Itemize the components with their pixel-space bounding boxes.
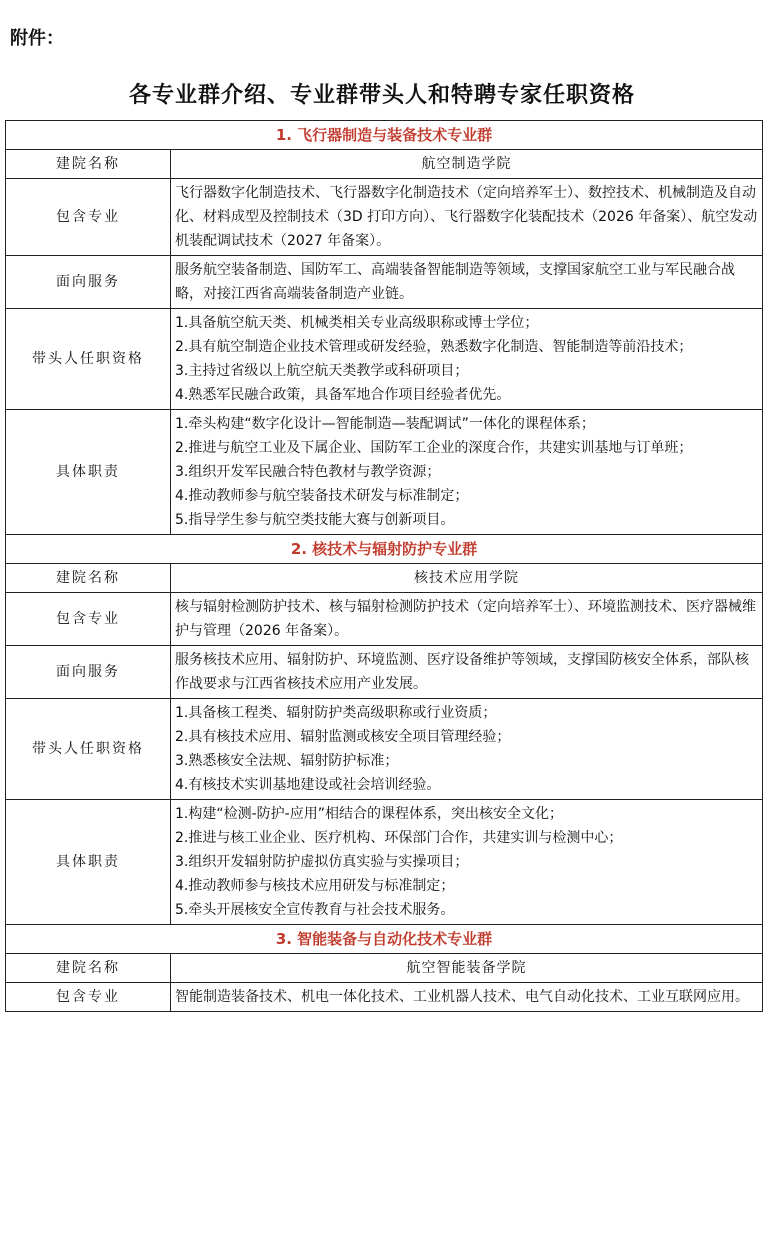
row-label: 面向服务 <box>6 646 171 699</box>
table-row <box>6 593 763 646</box>
list-item: 1.构建“检测-防护-应用”相结合的课程体系，突出核安全文化； <box>175 806 563 822</box>
majors-text: 智能制造装备技术、机电一体化技术、工业机器人技术、电气自动化技术、工业互联网应用。 <box>171 983 763 1012</box>
group-header-row <box>6 925 763 954</box>
list-item: 2.推进与航空工业及下属企业、国防军工企业的深度合作，共建实训基地与订单班； <box>175 440 693 456</box>
table-row <box>6 564 763 593</box>
list-item: 4.熟悉军民融合政策，具备军地合作项目经验者优先。 <box>175 387 511 403</box>
list-item: 5.指导学生参与航空类技能大赛与创新项目。 <box>175 512 455 528</box>
row-label: 具体职责 <box>6 410 171 535</box>
row-label: 建院名称 <box>6 564 171 593</box>
duty-list <box>171 410 763 535</box>
attachment-label: 附件： <box>10 28 64 49</box>
list-item: 1.具备核工程类、辐射防护类高级职称或行业资质； <box>175 705 497 721</box>
document-title: 各专业群介绍、专业群带头人和特聘专家任职资格 <box>128 83 635 108</box>
list-item: 3.熟悉核安全法规、辐射防护标准； <box>175 753 399 769</box>
row-label: 具体职责 <box>6 800 171 925</box>
table-row <box>6 954 763 983</box>
service-text: 服务航空装备制造、国防军工、高端装备智能制造等领域，支撑国家航空工业与军民融合战略，对接江西省高端装备制造产业链。 <box>171 256 763 309</box>
list-item: 4.有核技术实训基地建设或社会培训经验。 <box>175 777 441 793</box>
college-name: 核技术应用学院 <box>171 564 763 593</box>
table-row <box>6 179 763 256</box>
table-row <box>6 983 763 1012</box>
list-item: 3.组织开发军民融合特色教材与教学资源； <box>175 464 441 480</box>
table-row <box>6 256 763 309</box>
row-label: 面向服务 <box>6 256 171 309</box>
list-item: 1.牵头构建“数字化设计—智能制造—装配调试”一体化的课程体系； <box>175 416 595 432</box>
group-title: 3. 智能装备与自动化技术专业群 <box>6 925 763 954</box>
group-title: 2. 核技术与辐射防护专业群 <box>6 535 763 564</box>
row-label: 建院名称 <box>6 954 171 983</box>
list-item: 4.推动教师参与航空装备技术研发与标准制定； <box>175 488 469 504</box>
group-header-row <box>6 535 763 564</box>
row-label: 包含专业 <box>6 179 171 256</box>
group-title: 1. 飞行器制造与装备技术专业群 <box>6 121 763 150</box>
qualification-table <box>5 120 763 1012</box>
college-name: 航空智能装备学院 <box>171 954 763 983</box>
table-row <box>6 800 763 925</box>
row-label: 带头人任职资格 <box>6 699 171 800</box>
list-item: 1.具备航空航天类、机械类相关专业高级职称或博士学位； <box>175 315 539 331</box>
table-row <box>6 410 763 535</box>
list-item: 2.具有核技术应用、辐射监测或核安全项目管理经验； <box>175 729 511 745</box>
majors-text: 核与辐射检测防护技术、核与辐射检测防护技术（定向培养军士）、环境监测技术、医疗器械维护与管理（2026 年备案）。 <box>171 593 763 646</box>
qualification-list <box>171 309 763 410</box>
list-item: 4.推动教师参与核技术应用研发与标准制定； <box>175 878 455 894</box>
list-item: 2.推进与核工业企业、医疗机构、环保部门合作，共建实训与检测中心； <box>175 830 623 846</box>
row-label: 包含专业 <box>6 983 171 1012</box>
duty-list <box>171 800 763 925</box>
qualification-list <box>171 699 763 800</box>
row-label: 包含专业 <box>6 593 171 646</box>
table-row <box>6 150 763 179</box>
row-label: 建院名称 <box>6 150 171 179</box>
table-row <box>6 699 763 800</box>
list-item: 5.牵头开展核安全宣传教育与社会技术服务。 <box>175 902 455 918</box>
group-header-row <box>6 121 763 150</box>
table-row <box>6 646 763 699</box>
majors-text: 飞行器数字化制造技术、飞行器数字化制造技术（定向培养军士）、数控技术、机械制造及自动化、材料成型及控制技术（3D 打印方向）、飞行器数字化装配技术（2026 年备案）、航空发动机装配调试技术（2027 年备案）。 <box>171 179 763 256</box>
college-name: 航空制造学院 <box>171 150 763 179</box>
list-item: 3.组织开发辐射防护虚拟仿真实验与实操项目； <box>175 854 469 870</box>
list-item: 2.具有航空制造企业技术管理或研发经验，熟悉数字化制造、智能制造等前沿技术； <box>175 339 693 355</box>
service-text: 服务核技术应用、辐射防护、环境监测、医疗设备维护等领域，支撑国防核安全体系，部队核作战要求与江西省核技术应用产业发展。 <box>171 646 763 699</box>
list-item: 3.主持过省级以上航空航天类教学或科研项目； <box>175 363 469 379</box>
row-label: 带头人任职资格 <box>6 309 171 410</box>
table-row <box>6 309 763 410</box>
